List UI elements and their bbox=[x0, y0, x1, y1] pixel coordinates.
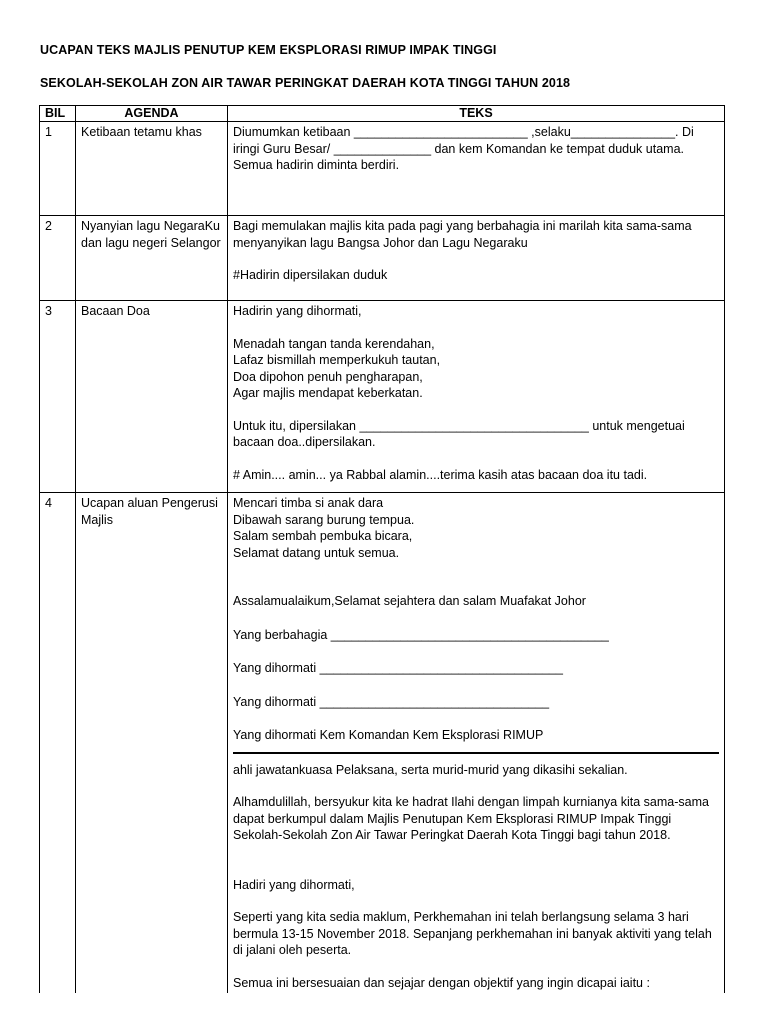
row-agenda: Bacaan Doa bbox=[76, 301, 228, 493]
teks-line: Menadah tangan tanda kerendahan, bbox=[233, 336, 435, 351]
document-subtitle: SEKOLAH-SEKOLAH ZON AIR TAWAR PERINGKAT DAERAH KOTA TINGGI TAHUN 2018 bbox=[40, 76, 571, 90]
teks-line: ahli jawatankuasa Pelaksana, serta murid-murid yang dikasihi sekalian. bbox=[233, 762, 628, 777]
teks-line: Seperti yang kita sedia maklum, Perkhemahan ini telah berlangsung selama 3 hari bermula 13-15 November 2018. Sepanjang perkhemahan ini banyak aktiviti yang telah di jalani oleh peserta. bbox=[233, 910, 712, 957]
teks-line: Salam sembah pembuka bicara, bbox=[233, 529, 413, 543]
row-teks bbox=[228, 122, 725, 216]
row-teks bbox=[228, 301, 725, 493]
teks-line: #Hadirin dipersilakan duduk bbox=[233, 268, 388, 282]
teks-line: Hadiri yang dihormati, bbox=[233, 877, 355, 892]
teks-line: Untuk itu, dipersilakan _________________________________ untuk mengetuai bacaan doa..dipersilakan. bbox=[233, 418, 685, 449]
table-header-row bbox=[40, 106, 725, 122]
row-bil: 2 bbox=[40, 216, 76, 301]
teks-line: Agar majlis mendapat keberkatan. bbox=[233, 386, 423, 400]
signature-line bbox=[233, 752, 719, 754]
teks-line: Yang dihormati _________________________________ bbox=[233, 694, 550, 709]
header-agenda: AGENDA bbox=[76, 106, 228, 122]
row-teks bbox=[228, 216, 725, 301]
row-teks bbox=[228, 493, 725, 994]
header-teks: TEKS bbox=[228, 106, 725, 122]
teks-line: Alhamdulillah, bersyukur kita ke hadrat Ilahi dengan limpah kurnianya kita sama-sama dapat berkumpul dalam Majlis Penutupan Kem Eksplorasi RIMUP Impak Tinggi Sekolah-Sekolah Zon Air Tawar Peringkat Daerah Kota Tinggi bagi tahun 2018. bbox=[233, 795, 709, 842]
document-title: UCAPAN TEKS MAJLIS PENUTUP KEM EKSPLORASI RIMUP IMPAK TINGGI bbox=[40, 43, 497, 57]
agenda-table bbox=[39, 105, 725, 993]
row-bil: 3 bbox=[40, 301, 76, 493]
teks-line: Lafaz bismillah memperkukuh tautan, bbox=[233, 353, 441, 367]
teks-line: Assalamualaikum,Selamat sejahtera dan salam Muafakat Johor bbox=[233, 594, 586, 608]
teks-line: Yang dihormati Kem Komandan Kem Eksplorasi RIMUP bbox=[233, 728, 544, 742]
teks-line: Diumumkan ketibaan _________________________ ,selaku_______________. Di iringi Guru Besar/ ______________ dan kem Komandan ke tempat duduk utama. bbox=[233, 125, 694, 156]
teks-line: Yang dihormati ___________________________________ bbox=[233, 661, 563, 675]
table-row bbox=[40, 301, 725, 493]
teks-line: Doa dipohon penuh pengharapan, bbox=[233, 369, 423, 384]
teks-line: Yang berbahagia ________________________________________ bbox=[233, 627, 609, 642]
row-agenda: Nyanyian lagu NegaraKu dan lagu negeri Selangor bbox=[76, 216, 228, 301]
header-bil: BIL bbox=[40, 106, 76, 122]
teks-line: # Amin.... amin... ya Rabbal alamin....terima kasih atas bacaan doa itu tadi. bbox=[233, 467, 648, 482]
teks-line: Semua ini bersesuaian dan sejajar dengan objektif yang ingin dicapai iaitu : bbox=[233, 975, 650, 990]
table-row bbox=[40, 216, 725, 301]
teks-line: Hadirin yang dihormati, bbox=[233, 304, 362, 318]
row-bil: 1 bbox=[40, 122, 76, 216]
teks-line: Dibawah sarang burung tempua. bbox=[233, 512, 415, 527]
table-row bbox=[40, 493, 725, 994]
row-bil: 4 bbox=[40, 493, 76, 994]
row-agenda: Ucapan aluan Pengerusi Majlis bbox=[76, 493, 228, 994]
teks-line: Selamat datang untuk semua. bbox=[233, 545, 400, 560]
teks-line: Mencari timba si anak dara bbox=[233, 496, 384, 510]
row-agenda: Ketibaan tetamu khas bbox=[76, 122, 228, 216]
teks-line: Semua hadirin diminta berdiri. bbox=[233, 158, 400, 172]
table-row bbox=[40, 122, 725, 216]
teks-line: Bagi memulakan majlis kita pada pagi yang berbahagia ini marilah kita sama-sama menyanyikan lagu Bangsa Johor dan Lagu Negaraku bbox=[233, 219, 692, 250]
